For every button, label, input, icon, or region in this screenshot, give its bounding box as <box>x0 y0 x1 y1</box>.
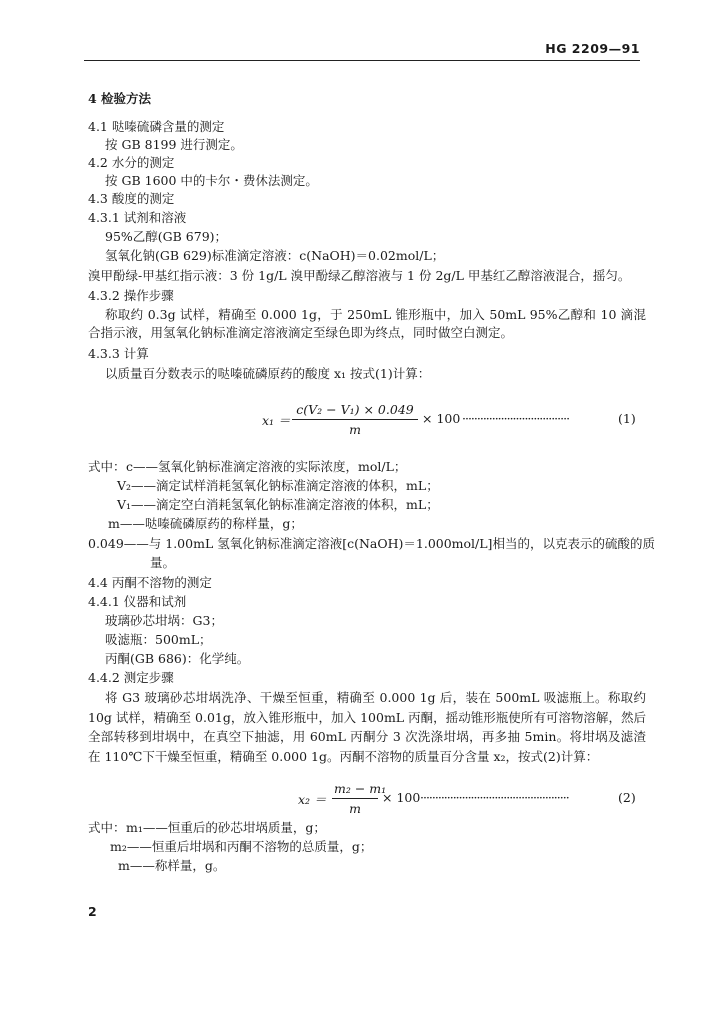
formula-2-denominator: m <box>349 801 361 816</box>
s41-text: 按 GB 8199 进行测定。 <box>105 137 243 152</box>
page-number: 2 <box>88 904 97 919</box>
section-4-title: 4 检验方法 <box>88 91 152 106</box>
where-label-2: 式中： <box>88 820 126 835</box>
s442-paragraph: 将 G3 玻璃砂芯坩埚洗净、干燥至恒重，精确至 0.000 1g 后，装在 500mL 吸滤瓶上。称取约 10g 试样，精确至 0.01g，放入锥形瓶中，加入 100mL 丙酮，摇动锥形瓶使所有可溶物溶解，然后全部转移到坩埚中，在真空下抽滤，用 60mL 丙酮分 3 次洗涤坩埚，再多抽 5min。将坩埚及滤渣在 110℃下干燥至恒重，精确至 0.000 1g。丙酮不溶物的质量百分含量 x₂，按式(2)计算： <box>88 690 646 764</box>
s432-heading: 4.3.2 操作步骤 <box>88 288 174 303</box>
header-rule <box>84 60 640 61</box>
formula-1-numerator: c(V₂ − V₁) × 0.049 <box>292 402 418 420</box>
def-m1: m₁——恒重后的砂芯坩埚质量，g； <box>126 820 326 835</box>
formula-2-times: × 100 <box>382 790 421 805</box>
formula-1-number: (1) <box>618 411 636 426</box>
reagent-acetone: 丙酮(GB 686)：化学纯。 <box>105 651 250 666</box>
formula-1-lhs: x₁ ＝ <box>262 413 291 428</box>
s441-heading: 4.4.1 仪器和试剂 <box>88 594 187 609</box>
reagent-naoh: 氢氧化钠(GB 629)标准滴定溶液：c(NaOH)＝0.02mol/L； <box>105 248 445 263</box>
def-v2: V₂——滴定试样消耗氢氧化钠标准滴定溶液的体积，mL； <box>117 478 439 493</box>
apparatus-flask: 吸滤瓶：500mL； <box>105 632 212 647</box>
reagent-ethanol: 95%乙醇(GB 679)； <box>105 229 228 244</box>
s431-heading: 4.3.1 试剂和溶液 <box>88 210 187 225</box>
formula-2 <box>298 781 642 821</box>
def-c: c——氢氧化钠标准滴定溶液的实际浓度，mol/L； <box>126 459 407 474</box>
s432-paragraph: 称取约 0.3g 试样，精确至 0.000 1g，于 250mL 锥形瓶中，加入 50mL 95%乙醇和 10 滴混合指示液，用氢氧化钠标准滴定溶液滴定至绿色即为终点，同时做空白测定。 <box>88 307 646 340</box>
formula-1 <box>262 402 642 442</box>
def-m: m——哒嗪硫磷原药的称样量，g； <box>108 516 303 531</box>
s442-heading: 4.4.2 测定步骤 <box>88 670 174 685</box>
reagent-indicator: 溴甲酚绿-甲基红指示液：3 份 1g/L 溴甲酚绿乙醇溶液与 1 份 2g/L 甲基红乙醇溶液混合，摇匀。 <box>88 268 631 283</box>
formula-1-fraction <box>292 402 418 437</box>
formula-2-fraction <box>332 781 387 816</box>
s433-intro: 以质量百分数表示的哒嗪硫磷原药的酸度 x₁ 按式(1)计算： <box>105 366 431 381</box>
def-m2: m₂——恒重后坩埚和丙酮不溶物的总质量，g； <box>110 839 373 854</box>
def-0049-cont: 量。 <box>150 555 176 570</box>
def-v1: V₁——滴定空白消耗氢氧化钠标准滴定溶液的体积，mL； <box>117 497 439 512</box>
where-label-1: 式中： <box>88 459 126 474</box>
s43-heading: 4.3 酸度的测定 <box>88 191 175 206</box>
s44-heading: 4.4 丙酮不溶物的测定 <box>88 575 212 590</box>
s41-heading: 4.1 哒嗪硫磷含量的测定 <box>88 119 225 134</box>
formula-1-leader: ···································· <box>462 411 570 426</box>
standard-code-header: HG 2209—91 <box>545 41 640 56</box>
s42-heading: 4.2 水分的测定 <box>88 155 175 170</box>
apparatus-crucible: 玻璃砂芯坩埚：G3； <box>105 613 223 628</box>
formula-2-leader: ·················································· <box>420 790 569 805</box>
def-0049: 0.049——与 1.00mL 氢氧化钠标准滴定溶液[c(NaOH)＝1.000mol/L]相当的，以克表示的硫酸的质 <box>88 536 655 551</box>
s42-text: 按 GB 1600 中的卡尔・费休法测定。 <box>105 173 318 188</box>
s433-heading: 4.3.3 计算 <box>88 346 149 361</box>
formula-2-numerator: m₂ − m₁ <box>332 781 378 799</box>
formula-1-denominator: m <box>349 422 361 437</box>
formula-2-number: (2) <box>618 790 636 805</box>
def-m-sample: m——称样量，g。 <box>118 858 226 873</box>
formula-1-times: × 100 <box>422 411 461 426</box>
formula-2-lhs: x₂ ＝ <box>298 792 327 807</box>
